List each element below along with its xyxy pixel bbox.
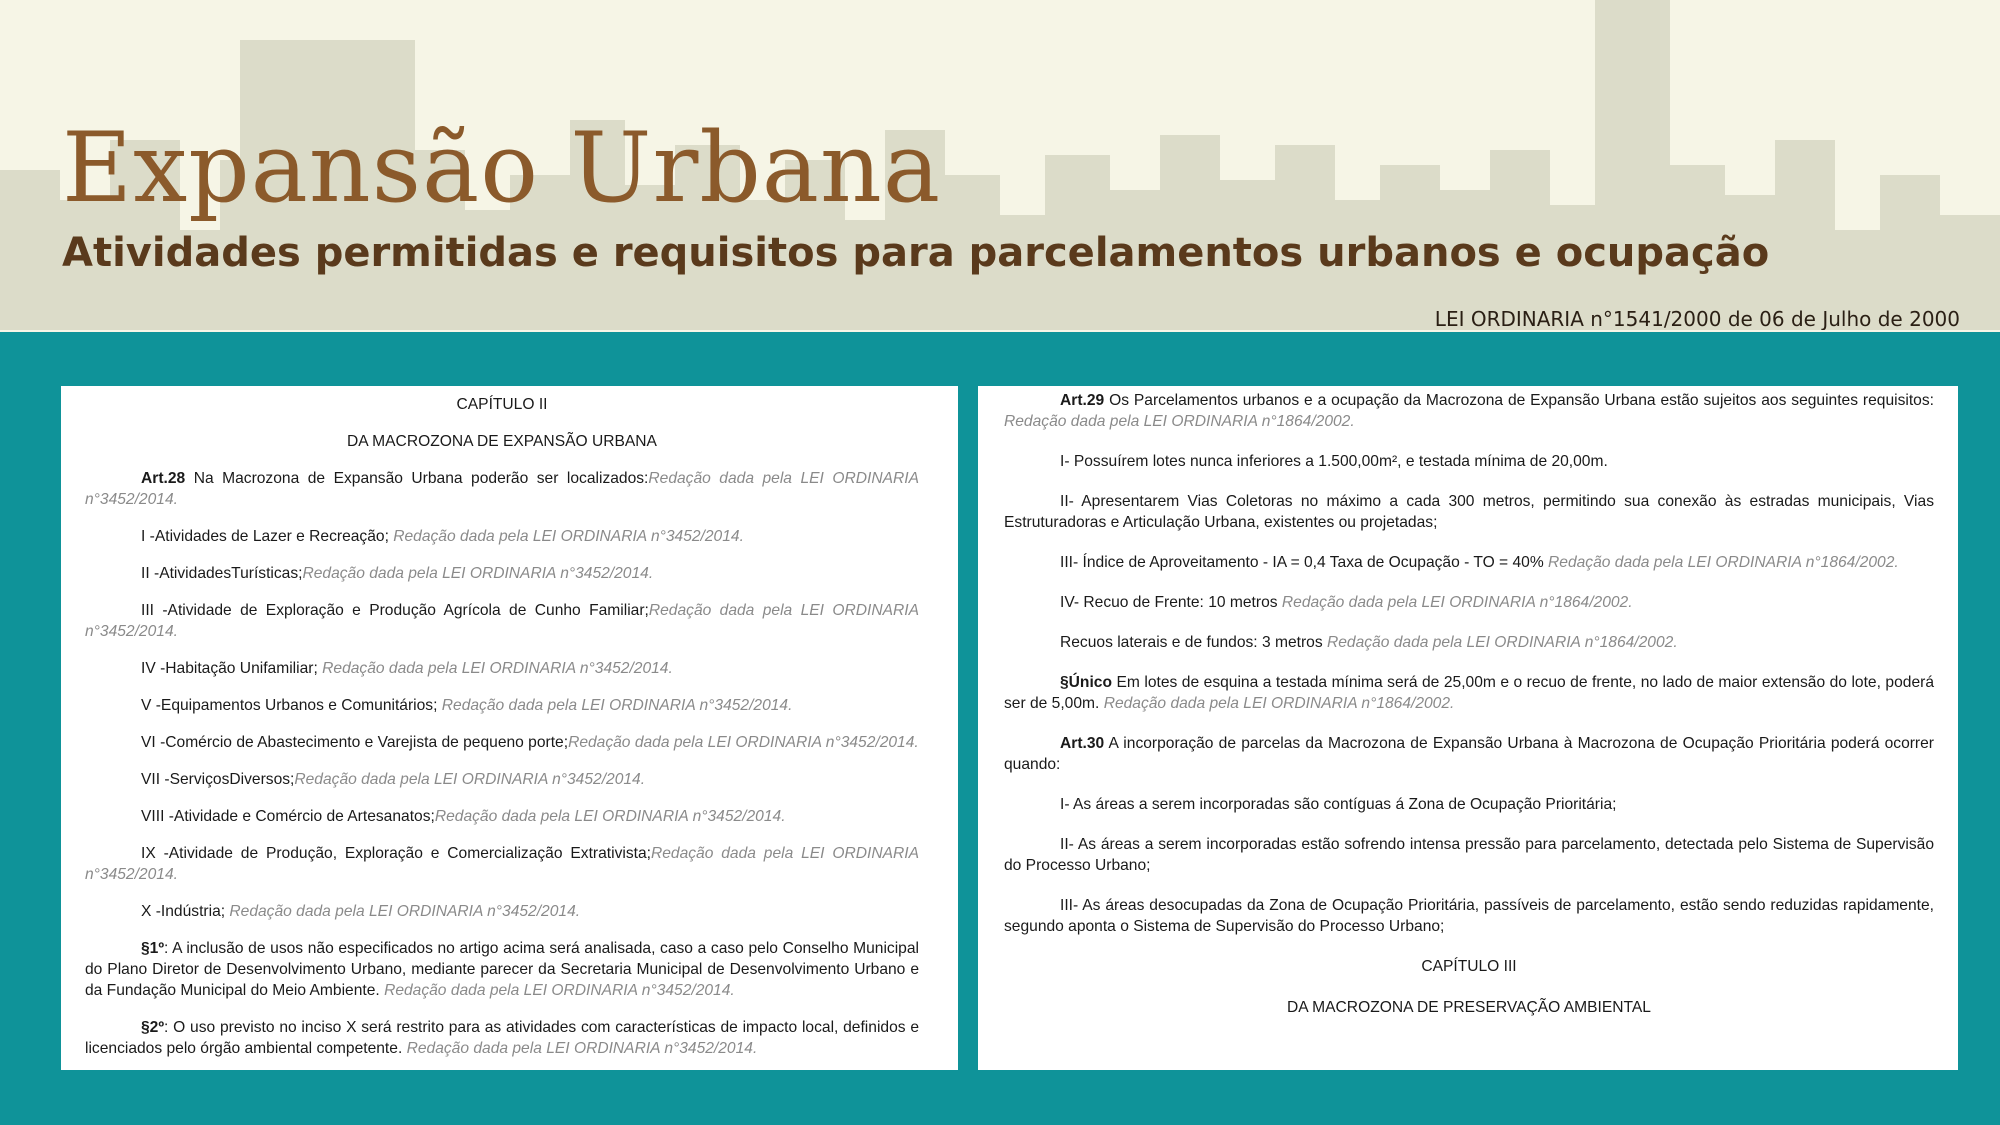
condition-text: II- As áreas a serem incorporadas estão sofrendo intensa pressão para parcelamento, detectada pelo Sistema de Supervisão do Processo Urbano;: [1004, 836, 1934, 874]
amendment-reference: Redação dada pela LEI ORDINARIA n°3452/2014.: [85, 845, 919, 883]
requirement-item: [1004, 632, 1934, 653]
requirement-item: [1004, 592, 1934, 613]
list-item: [85, 695, 919, 716]
amendment-reference: Redação dada pela LEI ORDINARIA n°1864/2002.: [1548, 554, 1899, 571]
requirement-text: III- Índice de Aproveitamento - IA = 0,4 Taxa de Ocupação - TO = 40%: [1060, 554, 1549, 571]
list-item-text: IV -Habitação Unifamiliar;: [141, 660, 323, 677]
chapter-heading: CAPÍTULO II: [456, 396, 548, 413]
article-label: Art.29: [1060, 392, 1105, 409]
list-item: [85, 769, 919, 790]
skyline-building: [0, 170, 60, 330]
requirement-text: II- Apresentarem Vias Coletoras no máximo a cada 300 metros, permitindo sua conexão às estradas municipais, Vias Estruturadoras e Articulação Urbana, existentes ou projetadas;: [1004, 493, 1934, 531]
law-reference: LEI ORDINARIA n°1541/2000 de 06 de Julho de 2000: [1434, 307, 1960, 330]
requirement-text: Recuos laterais e de fundos: 3 metros: [1060, 634, 1327, 651]
sole-paragraph: [1004, 672, 1934, 714]
document-panel-articles-29-30: [978, 386, 1958, 1070]
list-item-text: I -Atividades de Lazer e Recreação;: [141, 528, 394, 545]
condition-item: [1004, 794, 1934, 815]
chapter-title: DA MACROZONA DE EXPANSÃO URBANA: [347, 433, 657, 450]
article-label: Art.30: [1060, 735, 1105, 752]
paragraph-text: : A inclusão de usos não especificados no artigo acima será analisada, caso a caso pelo Conselho Municipal do Plano Diretor de Desenvolvimento Urbano, mediante parecer da Secretaria Municipal de Desenvolvimento Urbano e da Fundação Municipal do Meio Ambiente.: [85, 940, 919, 999]
paragraph-label: §Único: [1060, 674, 1112, 691]
amendment-reference: Redação dada pela LEI ORDINARIA n°3452/2014.: [441, 697, 793, 714]
list-item-text: IX -Atividade de Produção, Exploração e Comercialização Extrativista;: [141, 845, 651, 862]
list-item-text: II -AtividadesTurísticas;: [141, 565, 303, 582]
article-29: [1004, 390, 1934, 432]
amendment-reference: Redação dada pela LEI ORDINARIA n°3452/2014.: [229, 903, 581, 920]
header: [0, 0, 2000, 330]
list-item: [85, 526, 919, 547]
amendment-reference: Redação dada pela LEI ORDINARIA n°1864/2002.: [1326, 634, 1678, 651]
paragraph-1: [85, 938, 919, 1001]
amendment-reference: Redação dada pela LEI ORDINARIA n°3452/2014.: [322, 660, 673, 677]
requirement-item: [1004, 491, 1934, 533]
list-item: [85, 563, 919, 584]
chapter-title: DA MACROZONA DE PRESERVAÇÃO AMBIENTAL: [1287, 999, 1651, 1016]
amendment-reference: Redação dada pela LEI ORDINARIA n°3452/2014.: [393, 528, 744, 545]
list-item: [85, 600, 919, 642]
list-item-text: VI -Comércio de Abastecimento e Varejista de pequeno porte;: [141, 734, 569, 751]
paragraph-text: Em lotes de esquina a testada mínima será de 25,00m e o recuo de frente, no lado de maior extensão do lote, poderá ser de 5,00m.: [1004, 674, 1934, 712]
article-label: Art.28: [141, 470, 186, 487]
chapter-heading: CAPÍTULO III: [1421, 958, 1517, 975]
amendment-reference: Redação dada pela LEI ORDINARIA n°1864/2002.: [1004, 413, 1355, 430]
condition-text: I- As áreas a serem incorporadas são contíguas á Zona de Ocupação Prioritária;: [1060, 796, 1617, 813]
page-title: Expansão Urbana: [62, 112, 942, 224]
amendment-reference: Redação dada pela LEI ORDINARIA n°3452/2014.: [85, 470, 919, 508]
list-item: [85, 901, 919, 922]
amendment-reference: Redação dada pela LEI ORDINARIA n°3452/2014.: [434, 808, 786, 825]
condition-text: III- As áreas desocupadas da Zona de Ocupação Prioritária, passíveis de parcelamento, estão sendo reduzidas rapidamente, segundo aponta o Sistema de Supervisão do Processo Urbano;: [1004, 897, 1934, 935]
amendment-reference: Redação dada pela LEI ORDINARIA n°3452/2014.: [568, 734, 919, 751]
list-item: [85, 843, 919, 885]
list-item-text: III -Atividade de Exploração e Produção Agrícola de Cunho Familiar;: [141, 602, 649, 619]
list-item: [85, 732, 919, 753]
paragraph-label: §1º: [141, 940, 165, 957]
paragraph-2: [85, 1017, 919, 1059]
article-text: A incorporação de parcelas da Macrozona de Expansão Urbana à Macrozona de Ocupação Prioritária poderá ocorrer quando:: [1004, 735, 1934, 773]
requirement-item: [1004, 552, 1934, 573]
requirement-text: IV- Recuo de Frente: 10 metros: [1060, 594, 1282, 611]
requirement-text: I- Possuírem lotes nunca inferiores a 1.500,00m², e testada mínima de 20,00m.: [1060, 453, 1608, 470]
list-item: [85, 658, 919, 679]
amendment-reference: Redação dada pela LEI ORDINARIA n°3452/2014.: [85, 602, 919, 640]
amendment-reference: Redação dada pela LEI ORDINARIA n°3452/2014.: [406, 1040, 758, 1057]
paragraph-label: §2º: [141, 1019, 165, 1036]
article-text: Na Macrozona de Expansão Urbana poderão ser localizados:: [185, 470, 649, 487]
skyline-building: [1775, 140, 1835, 330]
article-28: [85, 468, 919, 510]
amendment-reference: Redação dada pela LEI ORDINARIA n°3452/2014.: [302, 565, 654, 582]
list-item-text: X -Indústria;: [141, 903, 230, 920]
skyline-building: [1595, 0, 1670, 330]
condition-item: [1004, 834, 1934, 876]
document-panel-chapter-2: [61, 386, 958, 1070]
amendment-reference: Redação dada pela LEI ORDINARIA n°3452/2014.: [384, 982, 735, 999]
paragraph-text: : O uso previsto no inciso X será restrito para as atividades com características de impacto local, definidos e licenciados pelo órgão ambiental competente.: [85, 1019, 919, 1057]
amendment-reference: Redação dada pela LEI ORDINARIA n°1864/2002.: [1281, 594, 1633, 611]
list-item: [85, 806, 919, 827]
page-subtitle: Atividades permitidas e requisitos para parcelamentos urbanos e ocupação: [62, 230, 1770, 276]
list-item-text: VII -ServiçosDiversos;: [141, 771, 295, 788]
condition-item: [1004, 895, 1934, 937]
article-30: [1004, 733, 1934, 775]
list-item-text: VIII -Atividade e Comércio de Artesanatos;: [141, 808, 435, 825]
requirement-item: [1004, 451, 1934, 472]
amendment-reference: Redação dada pela LEI ORDINARIA n°3452/2014.: [294, 771, 646, 788]
article-text: Os Parcelamentos urbanos e a ocupação da Macrozona de Expansão Urbana estão sujeitos aos seguintes requisitos:: [1104, 392, 1934, 409]
list-item-text: V -Equipamentos Urbanos e Comunitários;: [141, 697, 442, 714]
amendment-reference: Redação dada pela LEI ORDINARIA n°1864/2002.: [1103, 695, 1455, 712]
